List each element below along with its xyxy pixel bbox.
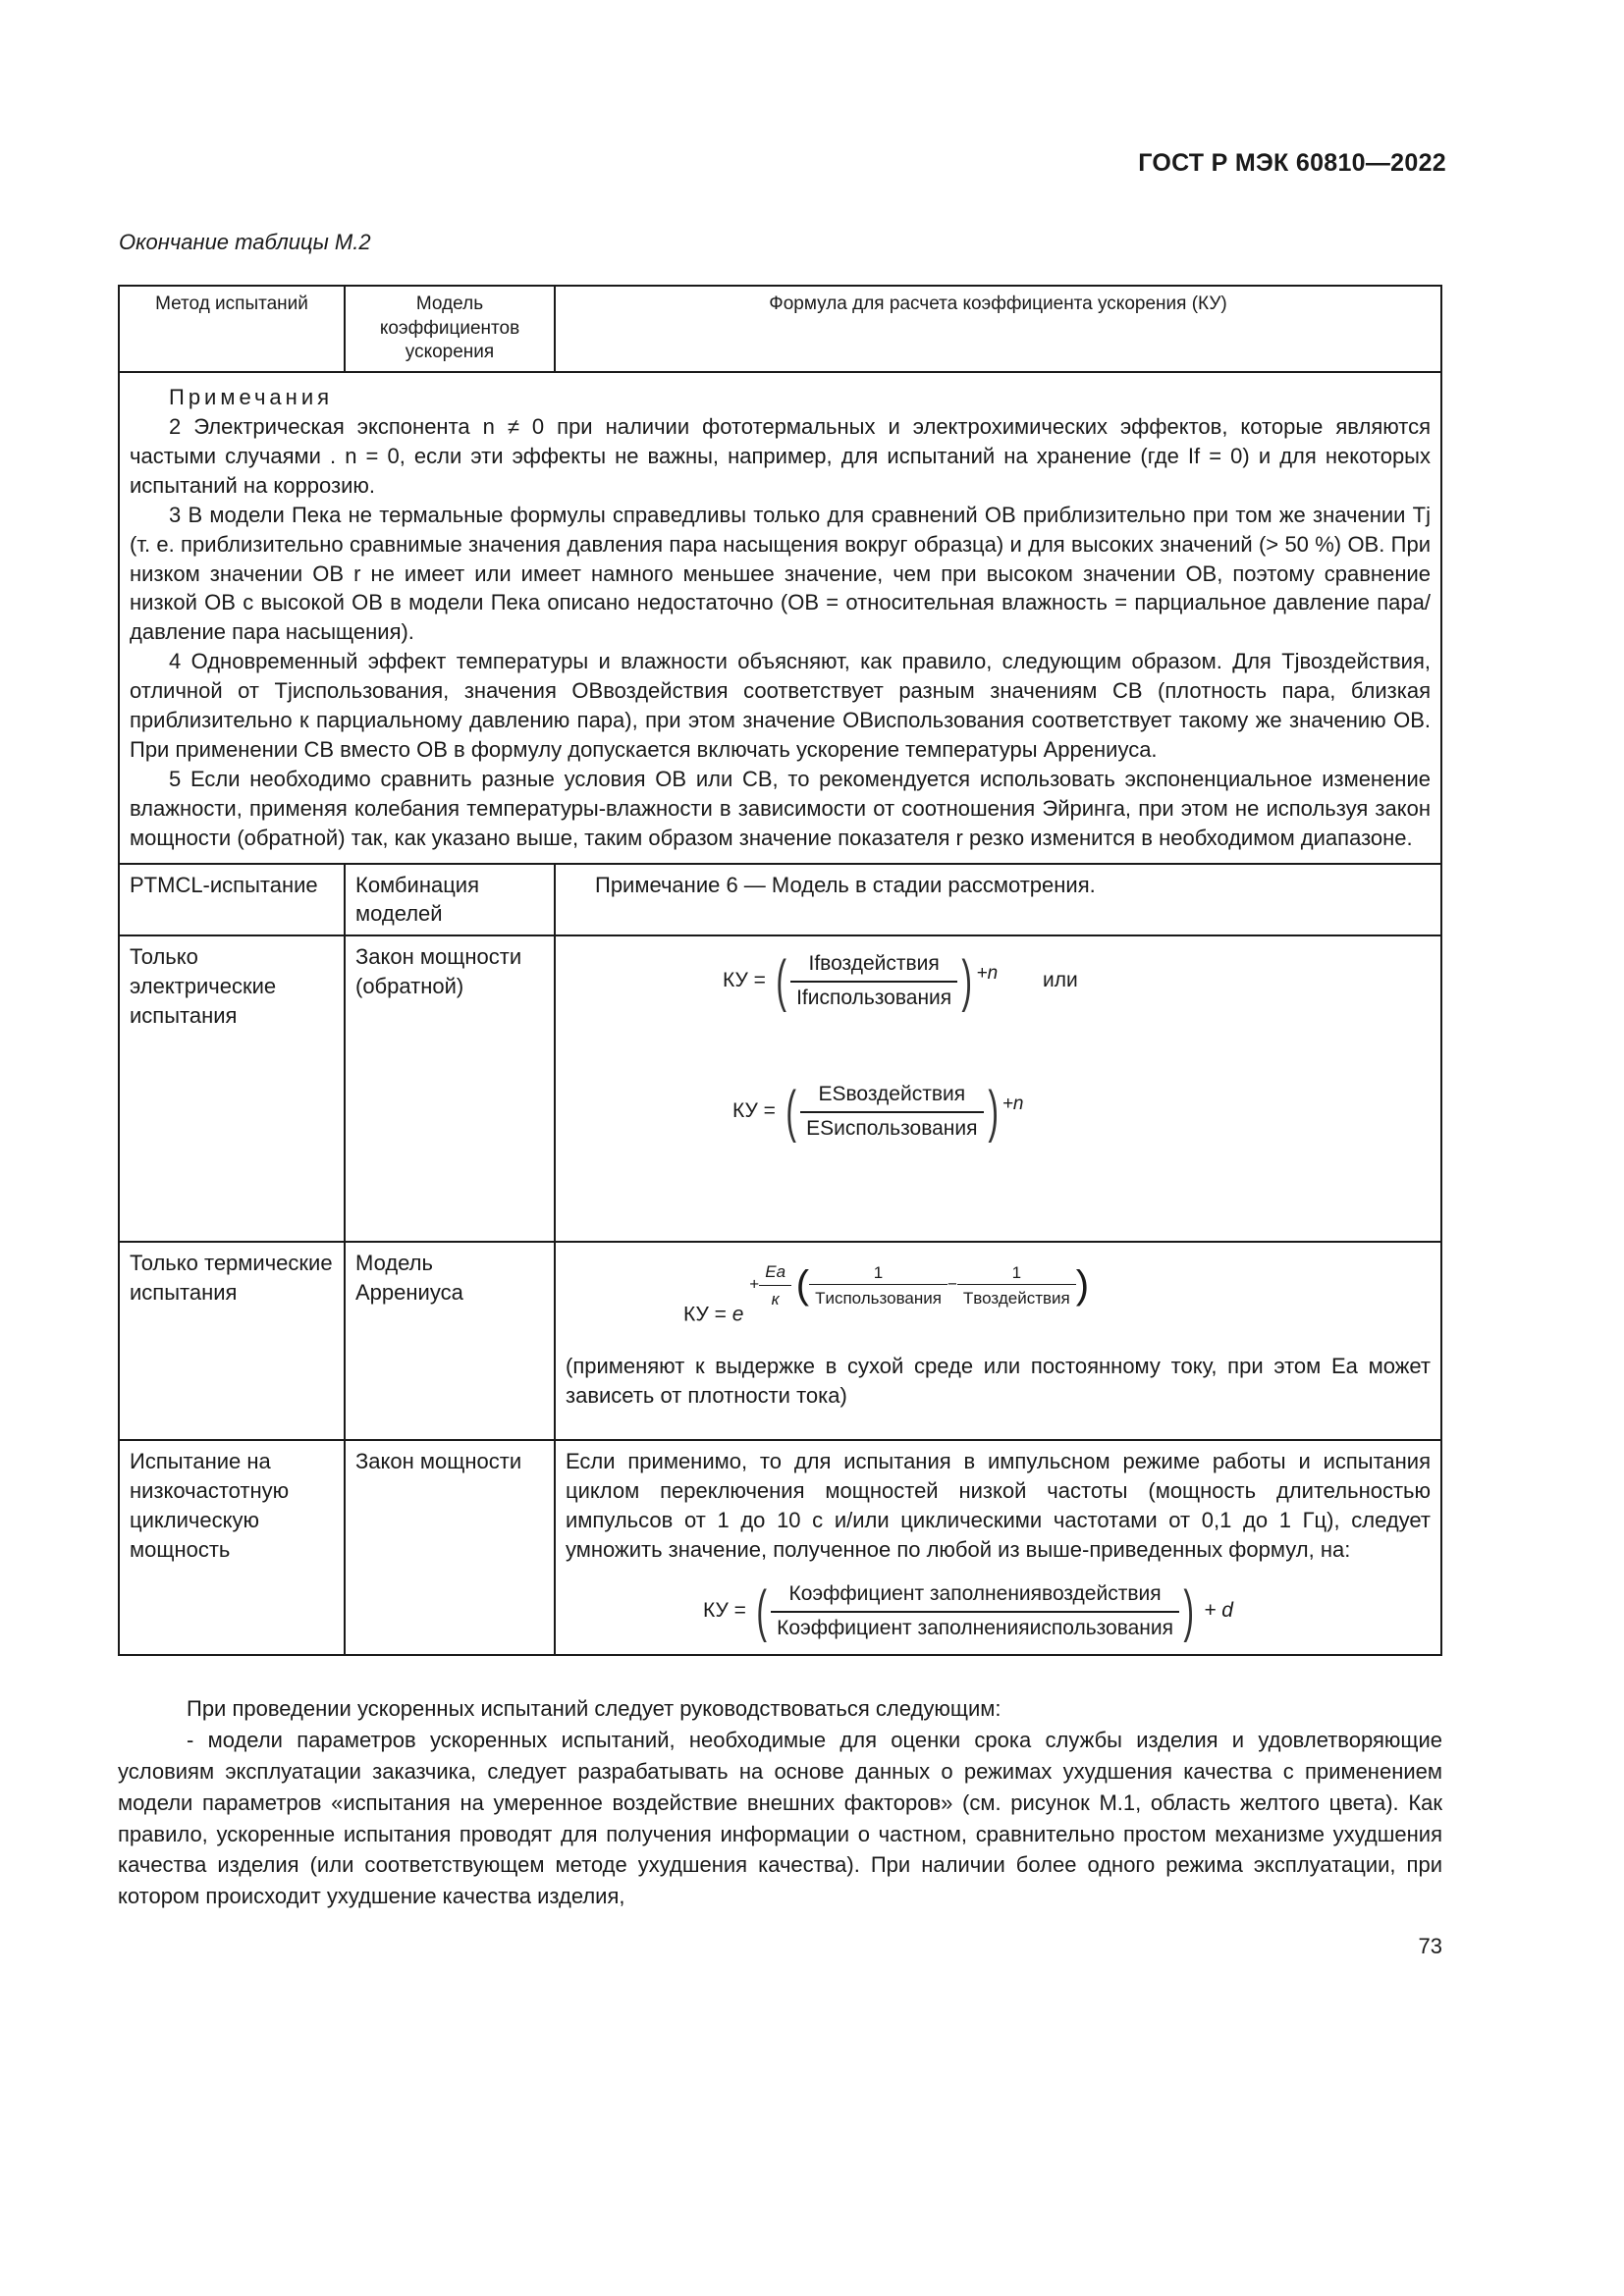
fraction-numerator: 1: [957, 1261, 1076, 1285]
header-formula: Формула для расчета коэффициента ускорения (КУ): [555, 286, 1441, 372]
paren-left: (: [776, 948, 786, 1013]
row-method: Испытание на низкочастотную циклическую мощность: [119, 1440, 345, 1655]
page-number: 73: [1418, 1934, 1442, 1958]
paren-right: ): [961, 948, 973, 1013]
note-4: 4 Одновременный эффект температуры и влажности объясняют, как правило, следующим образом. Для Tjвоздействия, отличной от Tjиспользования, значения ОВвоздействия соответствует разным значениям СВ (плотность пара, близкая приблизительно к парциальному давлению пара), при этом значение ОВиспользования соответствует такому же значению ОВ. При применении СВ вместо ОВ в формулу допускается включать ускорение температуры Аррениуса.: [130, 649, 1431, 762]
fraction-denominator: Tиспользования: [815, 1289, 942, 1308]
fraction-numerator: Ifвоздействия: [790, 950, 957, 983]
plus-d: + d: [1204, 1599, 1233, 1623]
paren-right: ): [1183, 1578, 1194, 1643]
note-5: 5 Если необходимо сравнить разные условия ОВ или СВ, то рекомендуется использовать экспоненциальное изменение влажности, применяя колебания температуры-влажности в зависимости от соотношения Эйринга, при этом не используя закон мощности (обратной) так, как указано выше, таким образом значение показателя r резко изменится в необходимом диапазоне.: [130, 766, 1431, 850]
ku-label: КУ =: [732, 1099, 776, 1123]
formula-cell-arrhenius: [555, 1242, 1441, 1440]
ku-label: КУ =: [703, 1599, 746, 1623]
fraction: [759, 1260, 791, 1310]
paragraph: При проведении ускоренных испытаний следует руководствоваться следующим:: [187, 1696, 1001, 1721]
notes-cell: [119, 372, 1441, 864]
exponent: +n: [976, 963, 999, 985]
data-table: [118, 285, 1442, 1656]
paren-left: (: [795, 1263, 810, 1308]
table-caption: Окончание таблицы М.2: [119, 230, 371, 254]
row-model: Закон мощности (обратной): [345, 935, 555, 1242]
formula-power-es: [732, 1081, 1431, 1143]
fraction-denominator: Tвоздействия: [962, 1289, 1070, 1308]
exp-base: e: [731, 1304, 744, 1327]
table-row: [119, 1242, 1441, 1440]
duty-text: Если применимо, то для испытания в импульсном режиме работы и испытания циклом переключения мощностей низкой частоты (мощность длительностью импульсов от 1 до 10 с и/или циклическими частотами от 0,1 до 1 Гц), следует умножить значение, полученное по любой из выше-приведенных формул, на:: [566, 1449, 1431, 1563]
header-method: Метод испытаний: [119, 286, 345, 372]
table-header-row: [119, 286, 1441, 372]
table-row: [119, 864, 1441, 936]
formula-power-current: [723, 950, 1431, 1012]
body-text: [118, 1693, 1442, 1912]
row-method: Только электрические испытания: [119, 935, 345, 1242]
row-model: Закон мощности: [345, 1440, 555, 1655]
paren-left: (: [785, 1080, 796, 1145]
table-row: [119, 935, 1441, 1242]
formula-arrhenius: [683, 1258, 1431, 1329]
fraction-denominator: Ifиспользования: [796, 986, 952, 1009]
row-method: PTMCL-испытание: [119, 864, 345, 936]
note-3: 3 В модели Пека не термальные формулы справедливы только для сравнений ОВ приблизительно при том же значении Tj (т. е. приблизительно сравнимые значения давления пара насыщения вокруг образца) и для высоких значений (> 50 %) ОВ. При низком значении ОВ r не имеет или имеет намного меньшее значение, чем при высоком значении ОВ, поэтому сравнение низкой ОВ с высокой ОВ в модели Пека описано недостаточно (ОВ = относительная влажность = парциальное давление пара/давление пара насыщения).: [130, 502, 1431, 645]
formula-cell-power: [555, 935, 1441, 1242]
header-model: Модель коэффициентов ускорения: [345, 286, 555, 372]
row-method: Только термические испытания: [119, 1242, 345, 1440]
ku-label: КУ =: [723, 969, 766, 992]
paren-right: ): [1075, 1263, 1090, 1308]
fraction: [800, 1081, 983, 1143]
notes-row: [119, 372, 1441, 864]
exponent: +n: [1001, 1094, 1024, 1115]
fraction-numerator: ESвоздействия: [800, 1081, 983, 1113]
or-label: или: [1043, 969, 1078, 992]
notes-title: Примечания: [169, 385, 334, 410]
note-2: 2 Электрическая экспонента n ≠ 0 при наличии фототермальных и электрохимических эффектов, которые являются частыми случаями . n = 0, если эти эффекты не важны, например, для испытаний на хранение (где If = 0) и для некоторых испытаний на коррозию.: [130, 413, 1431, 498]
fraction-numerator: Ea: [759, 1260, 791, 1286]
fraction: [790, 950, 957, 1012]
formula-duty: [703, 1580, 1431, 1642]
paren-right: ): [987, 1080, 999, 1145]
row-note-6: Примечание 6 — Модель в стадии рассмотрения.: [555, 864, 1441, 936]
fraction-denominator: ESиспользования: [806, 1117, 978, 1141]
paragraph: - модели параметров ускоренных испытаний, необходимые для оценки срока службы изделия и удовлетворяющие условиям эксплуатации заказчика, следует разрабатывать на основе данных о режимах ухудшения качества с применением модели параметров «испытания на умеренное воздействие внешних факторов» (см. рисунок М.1, область желтого цвета). Как правило, ускоренные испытания проводят для получения информации о частном, сравнительно простом механизме ухудшения качества изделия (или соответствующем методе ухудшения качества). При наличии более одного режима эксплуатации, при котором происходит ухудшение качества изделия,: [118, 1727, 1442, 1909]
fraction-denominator: к: [771, 1290, 780, 1309]
fraction-numerator: 1: [809, 1261, 947, 1285]
fraction-numerator: Коэффициент заполнениявоздействия: [771, 1580, 1179, 1613]
fraction: [809, 1261, 947, 1309]
exp-power: + $\frac{Ea}{к}$ ( $\frac{1}{\text{Tиспользования}}$ − $\frac{1}{\text{Tвоздействия}}$ ): [749, 1258, 1089, 1311]
fraction: [771, 1580, 1179, 1642]
table-row: [119, 1440, 1441, 1655]
formula-cell-duty: [555, 1440, 1441, 1655]
paren-left: (: [756, 1578, 767, 1643]
row-model: Комбинация моделей: [345, 864, 555, 936]
ku-label: КУ =: [683, 1304, 727, 1327]
document-id: ГОСТ Р МЭК 60810—2022: [1138, 149, 1446, 177]
fraction: [957, 1261, 1076, 1309]
fraction-denominator: Коэффициент заполненияиспользования: [777, 1616, 1174, 1639]
arrhenius-note: (применяют к выдержке в сухой среде или постоянному току, при этом Ea может зависеть от плотности тока): [566, 1353, 1431, 1408]
row-model: Модель Аррениуса: [345, 1242, 555, 1440]
